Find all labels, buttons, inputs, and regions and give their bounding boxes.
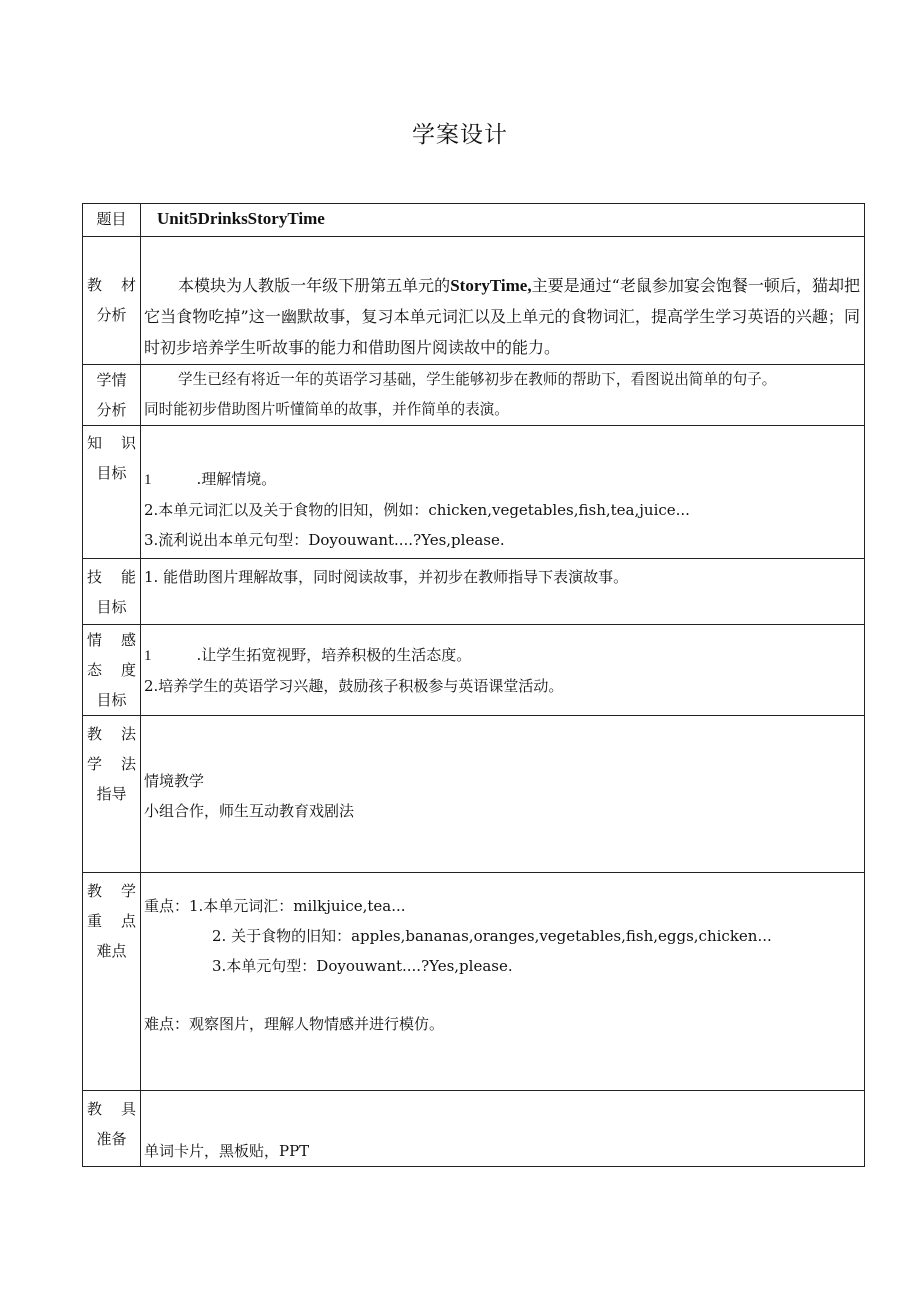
label-line: 重 点 [87,912,136,930]
row-label-attitude [83,625,141,716]
label-line: 指导 [96,785,127,803]
table-row-material [83,237,865,365]
students-line-2: 同时能初步借助图片听懂简单的故事，并作简单的表演。 [144,401,509,418]
label-line: 学 法 [87,755,136,773]
key-point-1: 重点：1.本单元词汇：milkjuice,tea... [144,897,406,915]
key-point-3: 3.本单元句型：Doyouwant....?Yes,please. [212,957,513,975]
material-suffix: 主要是通过“老鼠参加宴会饱餐一顿后，猫却把它当食物吃掉”这一幽默故事，复习本单元词汇以及上单元的食物词汇，提高学生学习英语的兴趣；同时初步培养学生听故事的能力和借助图片阅读故中的能力。 [144,276,860,357]
materials-prep-text: 单词卡片，黑板贴，PPT [144,1142,310,1160]
difficulty-point: 难点：观察图片，理解人物情感并进行模仿。 [144,1015,445,1033]
lesson-plan-table [82,203,865,1167]
table-row-students [83,365,865,426]
table-row-materials-prep [83,1091,865,1167]
label-line: 难点 [96,942,127,960]
row-content-key-points [141,873,865,1091]
table-row-attitude [83,625,865,716]
table-row-knowledge [83,426,865,559]
material-paragraph [141,237,864,363]
label-line: 目标 [96,464,127,482]
skills-item-1: 1. 能借助图片理解故事，同时阅读故事，并初步在教师指导下表演故事。 [144,568,629,586]
knowledge-item-2: 2.本单元词汇以及关于食物的旧知，例如：chicken,vegetables,fish,tea,juice... [144,501,690,519]
attitude-item-2: 2.培养学生的英语学习兴趣，鼓励孩子积极参与英语课堂活动。 [144,677,564,695]
row-label-materials-prep [83,1091,141,1167]
label-line: 目标 [96,691,127,709]
label-line: 知 识 [87,434,136,452]
label-line: 技 能 [87,568,136,586]
attitude-item-1: 1 .让学生拓宽视野，培养积极的生活态度。 [144,646,472,664]
label-line: 分析 [96,306,127,324]
label-line: 题目 [96,210,127,228]
methods-item-1: 情境教学 [144,772,205,790]
label-line: 态 度 [87,661,136,679]
table-row-skills [83,559,865,625]
table-row-key-points [83,873,865,1091]
label-line: 分析 [96,401,127,419]
row-label-knowledge [83,426,141,559]
row-content-material [141,237,865,365]
page-title: 学案设计 [412,122,508,148]
row-content-topic [141,204,865,237]
label-line: 教 材 [87,276,136,294]
label-line: 目标 [96,598,127,616]
students-line-1: 学生已经有将近一年的英语学习基础，学生能够初步在教师的帮助下，看图说出简单的句子。 [178,371,777,388]
knowledge-item-1: 1 .理解情境。 [144,470,277,488]
row-content-materials-prep [141,1091,865,1167]
table-row-methods [83,716,865,873]
material-bold: StoryTime, [450,276,532,295]
row-label-skills [83,559,141,625]
label-line: 教 具 [87,1100,136,1118]
row-label-key-points [83,873,141,1091]
row-content-students [141,365,865,426]
row-label-methods [83,716,141,873]
row-label-material [83,237,141,365]
material-prefix: 本模块为人教版一年级下册第五单元的 [178,276,451,295]
label-line: 学情 [96,371,127,389]
label-line: 教 法 [87,725,136,743]
row-content-skills [141,559,865,625]
label-line: 情 感 [87,631,136,649]
label-line: 教 学 [87,882,136,900]
key-point-2: 2. 关于食物的旧知：apples,bananas,oranges,vegetables,fish,eggs,chicken... [212,927,772,945]
label-line: 准备 [96,1130,127,1148]
row-label-topic [83,204,141,237]
topic-text: Unit5DrinksStoryTime [157,209,325,228]
row-label-students [83,365,141,426]
knowledge-item-3: 3.流利说出本单元句型：Doyouwant....?Yes,please. [144,531,505,549]
table-row-topic [83,204,865,237]
methods-item-2: 小组合作，师生互动教育戏剧法 [144,802,355,820]
row-content-methods [141,716,865,873]
row-content-knowledge [141,426,865,559]
row-content-attitude [141,625,865,716]
